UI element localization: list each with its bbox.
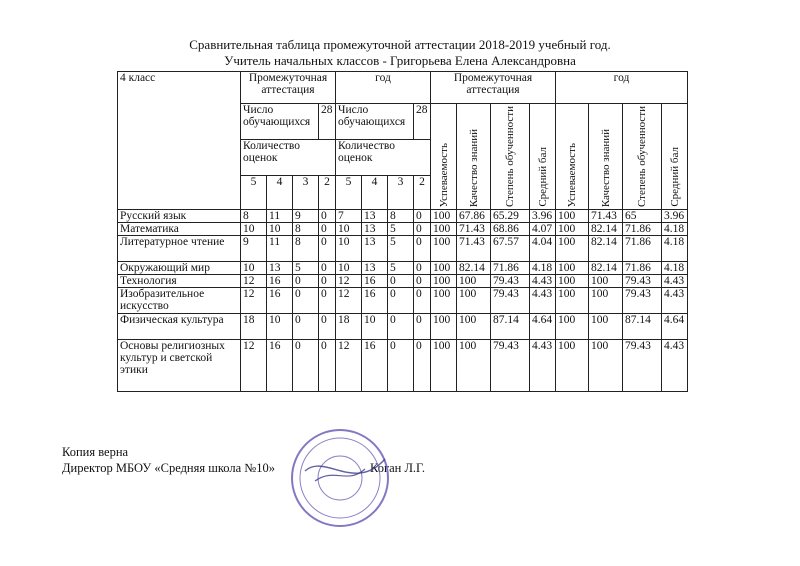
- value-cell: 0: [414, 223, 431, 236]
- metric-header: Успеваемость: [556, 104, 589, 210]
- grade-col-header: 5: [241, 176, 267, 210]
- value-cell: 100: [431, 210, 457, 223]
- value-cell: 10: [336, 236, 362, 262]
- grade-col-header: 5: [336, 176, 362, 210]
- subject-name: Изобразительное искусство: [118, 288, 241, 314]
- grade-col-header: 4: [267, 176, 293, 210]
- students-label-right: Число обучающихся: [336, 104, 414, 140]
- value-cell: 100: [431, 275, 457, 288]
- value-cell: 4.18: [662, 236, 688, 262]
- value-cell: 12: [241, 275, 267, 288]
- metric-header: Качество знаний: [457, 104, 491, 210]
- value-cell: 79.43: [623, 288, 662, 314]
- value-cell: 100: [457, 314, 491, 340]
- grades-label-right: Количество оценок: [336, 140, 431, 176]
- value-cell: 79.43: [623, 340, 662, 392]
- table-row: [118, 275, 688, 288]
- value-cell: 10: [362, 314, 388, 340]
- value-cell: 8: [293, 223, 319, 236]
- value-cell: 0: [319, 340, 336, 392]
- students-count-right: 28: [414, 104, 431, 140]
- value-cell: 0: [414, 236, 431, 262]
- value-cell: 100: [431, 262, 457, 275]
- value-cell: 4.18: [662, 223, 688, 236]
- value-cell: 10: [241, 262, 267, 275]
- value-cell: 100: [431, 314, 457, 340]
- value-cell: 4.43: [530, 340, 556, 392]
- value-cell: 0: [414, 210, 431, 223]
- value-cell: 0: [414, 340, 431, 392]
- value-cell: 100: [431, 223, 457, 236]
- value-cell: 0: [319, 210, 336, 223]
- value-cell: 100: [431, 236, 457, 262]
- value-cell: 82.14: [589, 236, 623, 262]
- value-cell: 100: [431, 288, 457, 314]
- value-cell: 10: [267, 223, 293, 236]
- value-cell: 71.86: [623, 262, 662, 275]
- attestation-table: [117, 71, 688, 392]
- value-cell: 3.96: [662, 210, 688, 223]
- value-cell: 16: [362, 340, 388, 392]
- value-cell: 4.43: [662, 340, 688, 392]
- value-cell: 8: [388, 210, 414, 223]
- value-cell: 87.14: [491, 314, 530, 340]
- value-cell: 7: [336, 210, 362, 223]
- value-cell: 5: [388, 262, 414, 275]
- value-cell: 82.14: [457, 262, 491, 275]
- value-cell: 100: [589, 340, 623, 392]
- value-cell: 100: [556, 236, 589, 262]
- table-row: [118, 262, 688, 275]
- metric-header: Средний бал: [662, 104, 688, 210]
- value-cell: 71.43: [589, 210, 623, 223]
- value-cell: 13: [267, 262, 293, 275]
- value-cell: 4.43: [662, 288, 688, 314]
- director-name: Коган Л.Г.: [370, 461, 425, 475]
- value-cell: 0: [319, 223, 336, 236]
- value-cell: 9: [241, 236, 267, 262]
- value-cell: 16: [267, 340, 293, 392]
- copy-certified: Копия верна: [62, 445, 129, 459]
- grade-col-header: 4: [362, 176, 388, 210]
- subject-name: Русский язык: [118, 210, 241, 223]
- grade-col-header: 3: [293, 176, 319, 210]
- metric-header: Степень обученности: [623, 104, 662, 210]
- group-header-right-year: год: [556, 72, 688, 104]
- value-cell: 0: [293, 314, 319, 340]
- subject-name: Основы религиозных культур и светской этики: [118, 340, 241, 392]
- value-cell: 100: [589, 288, 623, 314]
- value-cell: 4.64: [530, 314, 556, 340]
- value-cell: 0: [414, 288, 431, 314]
- value-cell: 12: [241, 288, 267, 314]
- value-cell: 0: [388, 340, 414, 392]
- value-cell: 79.43: [491, 288, 530, 314]
- class-label: 4 класс: [118, 72, 241, 210]
- value-cell: 8: [241, 210, 267, 223]
- value-cell: 100: [431, 340, 457, 392]
- value-cell: 0: [414, 314, 431, 340]
- value-cell: 5: [388, 223, 414, 236]
- subject-name: Окружающий мир: [118, 262, 241, 275]
- value-cell: 18: [241, 314, 267, 340]
- value-cell: 12: [336, 340, 362, 392]
- value-cell: 100: [556, 275, 589, 288]
- value-cell: 0: [319, 275, 336, 288]
- students-count-left: 28: [319, 104, 336, 140]
- value-cell: 16: [267, 288, 293, 314]
- group-header-right: Промежуточная аттестация: [431, 72, 556, 104]
- value-cell: 100: [556, 340, 589, 392]
- value-cell: 12: [336, 288, 362, 314]
- value-cell: 16: [362, 288, 388, 314]
- value-cell: 4.64: [662, 314, 688, 340]
- value-cell: 16: [362, 275, 388, 288]
- value-cell: 79.43: [491, 275, 530, 288]
- value-cell: 71.86: [623, 223, 662, 236]
- table-row: [118, 340, 688, 392]
- value-cell: 100: [556, 288, 589, 314]
- value-cell: 18: [336, 314, 362, 340]
- director-title: Директор МБОУ «Средняя школа №10»: [62, 461, 275, 475]
- value-cell: 4.07: [530, 223, 556, 236]
- value-cell: 100: [556, 210, 589, 223]
- metric-header: Качество знаний: [589, 104, 623, 210]
- subject-name: Физическая культура: [118, 314, 241, 340]
- value-cell: 0: [414, 262, 431, 275]
- subject-name: Литературное чтение: [118, 236, 241, 262]
- value-cell: 100: [457, 340, 491, 392]
- value-cell: 12: [336, 275, 362, 288]
- students-label-left: Число обучающихся: [241, 104, 319, 140]
- grade-col-header: 2: [414, 176, 431, 210]
- value-cell: 4.04: [530, 236, 556, 262]
- value-cell: 68.86: [491, 223, 530, 236]
- value-cell: 71.86: [491, 262, 530, 275]
- value-cell: 11: [267, 236, 293, 262]
- value-cell: 0: [293, 288, 319, 314]
- value-cell: 8: [293, 236, 319, 262]
- subject-name: Математика: [118, 223, 241, 236]
- value-cell: 0: [319, 288, 336, 314]
- value-cell: 9: [293, 210, 319, 223]
- value-cell: 100: [556, 262, 589, 275]
- value-cell: 10: [241, 223, 267, 236]
- value-cell: 11: [267, 210, 293, 223]
- value-cell: 4.18: [662, 262, 688, 275]
- value-cell: 79.43: [623, 275, 662, 288]
- table-row: [118, 223, 688, 236]
- value-cell: 4.43: [662, 275, 688, 288]
- value-cell: 0: [293, 275, 319, 288]
- value-cell: 12: [241, 340, 267, 392]
- value-cell: 0: [293, 340, 319, 392]
- document-title: Сравнительная таблица промежуточной аттестации 2018-2019 учебный год.: [189, 37, 611, 52]
- value-cell: 5: [388, 236, 414, 262]
- value-cell: 13: [362, 210, 388, 223]
- subject-name: Технология: [118, 275, 241, 288]
- value-cell: 71.86: [623, 236, 662, 262]
- teacher-line: Учитель начальных классов - Григорьева Елена Александровна: [224, 53, 576, 68]
- value-cell: 87.14: [623, 314, 662, 340]
- value-cell: 79.43: [491, 340, 530, 392]
- value-cell: 0: [319, 236, 336, 262]
- value-cell: 16: [267, 275, 293, 288]
- value-cell: 71.43: [457, 223, 491, 236]
- value-cell: 10: [336, 262, 362, 275]
- value-cell: 10: [267, 314, 293, 340]
- grades-label-left: Количество оценок: [241, 140, 336, 176]
- school-seal-stamp: [285, 423, 395, 533]
- value-cell: 3.96: [530, 210, 556, 223]
- metric-header: Степень обученности: [491, 104, 530, 210]
- group-header-left-year: год: [336, 72, 431, 104]
- value-cell: 0: [414, 275, 431, 288]
- table-row: [118, 210, 688, 223]
- value-cell: 4.43: [530, 288, 556, 314]
- value-cell: 82.14: [589, 262, 623, 275]
- table-row: [118, 314, 688, 340]
- value-cell: 0: [388, 288, 414, 314]
- value-cell: 67.86: [457, 210, 491, 223]
- value-cell: 0: [388, 275, 414, 288]
- value-cell: 0: [388, 314, 414, 340]
- value-cell: 100: [457, 275, 491, 288]
- value-cell: 65.29: [491, 210, 530, 223]
- group-header-left: Промежуточная аттестация: [241, 72, 336, 104]
- value-cell: 100: [556, 223, 589, 236]
- value-cell: 100: [589, 314, 623, 340]
- value-cell: 13: [362, 262, 388, 275]
- value-cell: 10: [336, 223, 362, 236]
- value-cell: 100: [589, 275, 623, 288]
- grade-col-header: 3: [388, 176, 414, 210]
- value-cell: 0: [319, 314, 336, 340]
- value-cell: 4.43: [530, 275, 556, 288]
- value-cell: 100: [457, 288, 491, 314]
- value-cell: 13: [362, 223, 388, 236]
- value-cell: 0: [319, 262, 336, 275]
- value-cell: 13: [362, 236, 388, 262]
- value-cell: 71.43: [457, 236, 491, 262]
- value-cell: 4.18: [530, 262, 556, 275]
- grade-col-header: 2: [319, 176, 336, 210]
- table-row: [118, 236, 688, 262]
- value-cell: 100: [556, 314, 589, 340]
- value-cell: 65: [623, 210, 662, 223]
- metric-header: Успеваемость: [431, 104, 457, 210]
- metric-header: Средний бал: [530, 104, 556, 210]
- table-row: [118, 288, 688, 314]
- value-cell: 5: [293, 262, 319, 275]
- value-cell: 67.57: [491, 236, 530, 262]
- value-cell: 82.14: [589, 223, 623, 236]
